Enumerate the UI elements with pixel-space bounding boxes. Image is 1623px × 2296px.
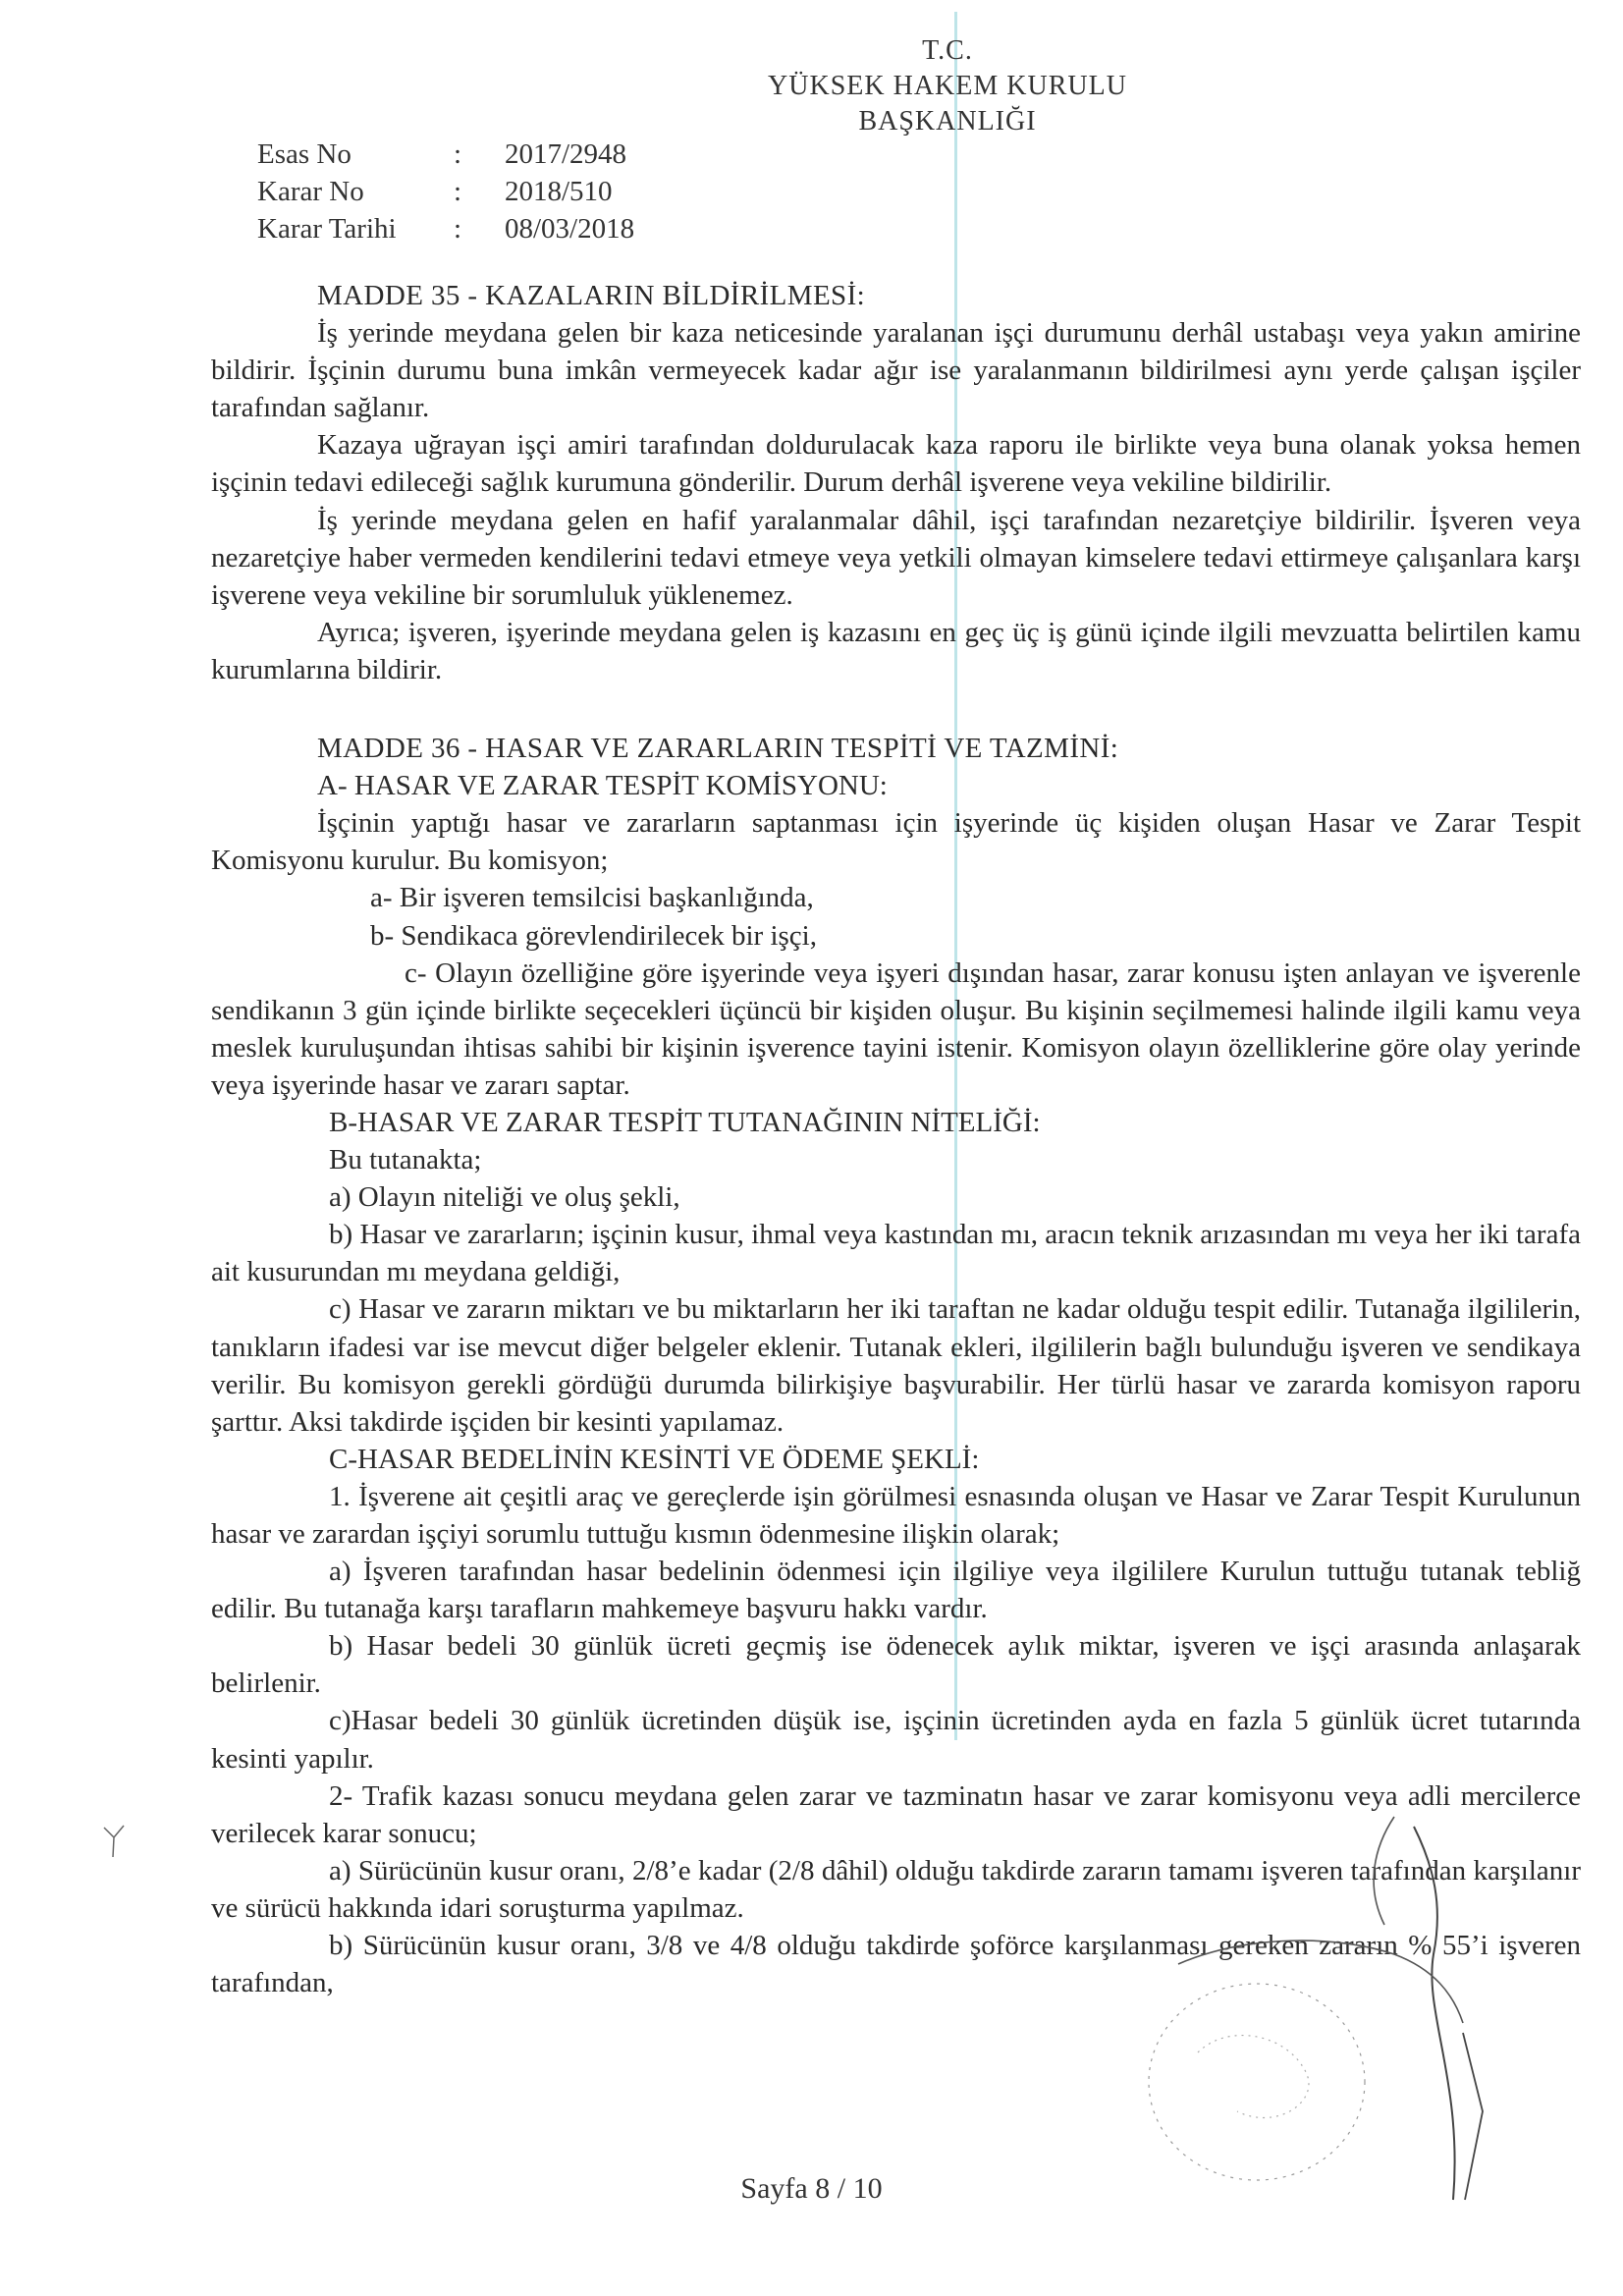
meta-label: Esas No xyxy=(257,138,352,170)
margin-mark-icon xyxy=(100,1822,130,1861)
list-item: c- Olayın özelliğine göre işyerinde veya işyeri dışından hasar, zarar konusu işten anlayan ve işverenle sendikanın 3 gün içinde birlikte seçecekleri üçüncü bir kişiden oluşur. Bu kişinin seçilmemesi halinde ilgili kamu veya meslek kuruluşundan ihtisas sahibi bir kişinin işverence tayini istenir. Komisyon olayın özelliklerine göre olay yerinde veya işyerinde hasar ve zararı saptar. xyxy=(211,957,1581,1101)
document-body xyxy=(211,277,1581,2001)
header-institution: YÜKSEK HAKEM KURULU xyxy=(768,71,1127,101)
section-c-title: C-HASAR BEDELİNİN KESİNTİ VE ÖDEME ŞEKLİ: xyxy=(329,1443,980,1475)
page-number: Sayfa 8 / 10 xyxy=(740,2172,883,2205)
list-item: a) Sürücünün kusur oranı, 2/8’e kadar (2/8 dâhil) olduğu takdirde zararın tamamı işveren tarafından karşılanır ve sürücü hakkında idari soruşturma yapılmaz. xyxy=(211,1854,1581,1924)
section-a-title: A- HASAR VE ZARAR TESPİT KOMİSYONU: xyxy=(317,770,888,802)
meta-value: 2018/510 xyxy=(505,176,613,207)
header-country: T.C. xyxy=(922,35,973,66)
meta-label: Karar Tarihi xyxy=(257,213,397,245)
article-36-title: MADDE 36 - HASAR VE ZARARLARIN TESPİTİ VE TAZMİNİ: xyxy=(317,733,1119,765)
meta-value: 2017/2948 xyxy=(505,138,627,170)
paragraph: İşçinin yaptığı hasar ve zararların saptanması için işyerinde üç kişiden oluşan Hasar ve Zarar Tespit Komisyonu kurulur. Bu komisyon; xyxy=(211,807,1581,877)
paragraph: Ayrıca; işveren, işyerinde meydana gelen iş kazasını en geç üç iş günü içinde ilgili mevzuatta belirtilen kamu kurumlarına bildirir. xyxy=(211,616,1581,685)
paragraph: İş yerinde meydana gelen bir kaza neticesinde yaralanan işçi durumunu derhâl ustabaşı veya yakın amirine bildirir. İşçinin durumu buna imkân vermeyecek kadar ağır ise yaralanmanın bildirilmesi aynı yerde çalışan işçiler tarafından sağlanır. xyxy=(211,317,1581,424)
paragraph: Bu tutanakta; xyxy=(329,1144,482,1176)
list-item: b) Hasar ve zararların; işçinin kusur, ihmal veya kastından mı, aracın teknik arızasından mı veya her iki tarafa ait kusurundan mı meydana geldiği, xyxy=(211,1219,1581,1288)
meta-row-tarih: Karar Tarihi : 08/03/2018 xyxy=(257,210,634,247)
paragraph: İş yerinde meydana gelen en hafif yaralanmalar dâhil, işçi tarafından nezaretçiye bildirilir. İşveren veya nezaretçiye haber vermeden kendilerini tedavi etmeye veya yetkili olmayan kimselere tedavi ettirmeye çalışanlara karşı işverene veya vekiline bir sorumluluk yüklenemez. xyxy=(211,504,1581,611)
list-item: b- Sendikaca görevlendirilecek bir işçi, xyxy=(370,919,817,952)
header-office: BAŞKANLIĞI xyxy=(858,106,1037,137)
document-header xyxy=(589,33,1306,139)
list-item: 2- Trafik kazası sonucu meydana gelen zarar ve tazminatın hasar ve zarar komisyonu veya adli mercilerce verilecek karar sonucu; xyxy=(211,1779,1581,1849)
meta-row-karar: Karar No : 2018/510 xyxy=(257,173,634,210)
article-35-title: MADDE 35 - KAZALARIN BİLDİRİLMESİ: xyxy=(317,280,866,311)
meta-row-esas: Esas No : 2017/2948 xyxy=(257,136,634,173)
meta-label: Karar No xyxy=(257,176,364,207)
list-item: c) Hasar ve zararın miktarı ve bu miktarların her iki taraftan ne kadar olduğu tespit edilir. Tutanağa ilgililerin, tanıkların ifadesi var ise mevcut diğer belgeler eklenir. Tutanak ekleri, ilgililerin bağlı bulunduğu işveren ve sendikaya verilir. Bu komisyon gerekli gördüğü durumda bilirkişiye başvurabilir. Her türlü hasar ve zararda komisyon raporu şarttır. Aksi takdirde işçiden bir kesinti yapılamaz. xyxy=(211,1293,1581,1438)
list-item: b) Sürücünün kusur oranı, 3/8 ve 4/8 olduğu takdirde şoförce karşılanması gereken zararın % 55’i işveren tarafından, xyxy=(211,1930,1581,1999)
section-b-title: B-HASAR VE ZARAR TESPİT TUTANAĞININ NİTELİĞİ: xyxy=(329,1106,1041,1138)
list-item: c)Hasar bedeli 30 günlük ücretinden düşük ise, işçinin ücretinden ayda en fazla 5 günlük ücret tutarında kesinti yapılır. xyxy=(211,1705,1581,1775)
list-item: a- Bir işveren temsilcisi başkanlığında, xyxy=(370,882,814,914)
list-item: 1. İşverene ait çeşitli araç ve gereçlerde işin görülmesi esnasında oluşan ve Hasar ve Zarar Tespit Kurulunun hasar ve zarardan işçiyi sorumlu tuttuğu kısmın ödenmesine ilişkin olarak; xyxy=(211,1480,1581,1550)
case-meta xyxy=(257,136,634,247)
list-item: b) Hasar bedeli 30 günlük ücreti geçmiş ise ödenecek aylık miktar, işveren ve işçi arasında anlaşarak belirlenir. xyxy=(211,1630,1581,1700)
list-item: a) İşveren tarafından hasar bedelinin ödenmesi için ilgiliye veya ilgililere Kurulun tuttuğu tutanak tebliğ edilir. Bu tutanağa karşı tarafların mahkemeye başvuru hakkı vardır. xyxy=(211,1556,1581,1625)
list-item: a) Olayın niteliği ve oluş şekli, xyxy=(329,1181,680,1214)
meta-value: 08/03/2018 xyxy=(505,213,635,245)
signature-stamp-icon xyxy=(1139,1787,1532,2219)
paragraph: Kazaya uğrayan işçi amiri tarafından doldurulacak kaza raporu ile birlikte veya buna olanak yoksa hemen işçinin tedavi edileceği sağlık kurumuna gönderilir. Durum derhâl işverene veya vekiline bildirilir. xyxy=(211,429,1581,499)
